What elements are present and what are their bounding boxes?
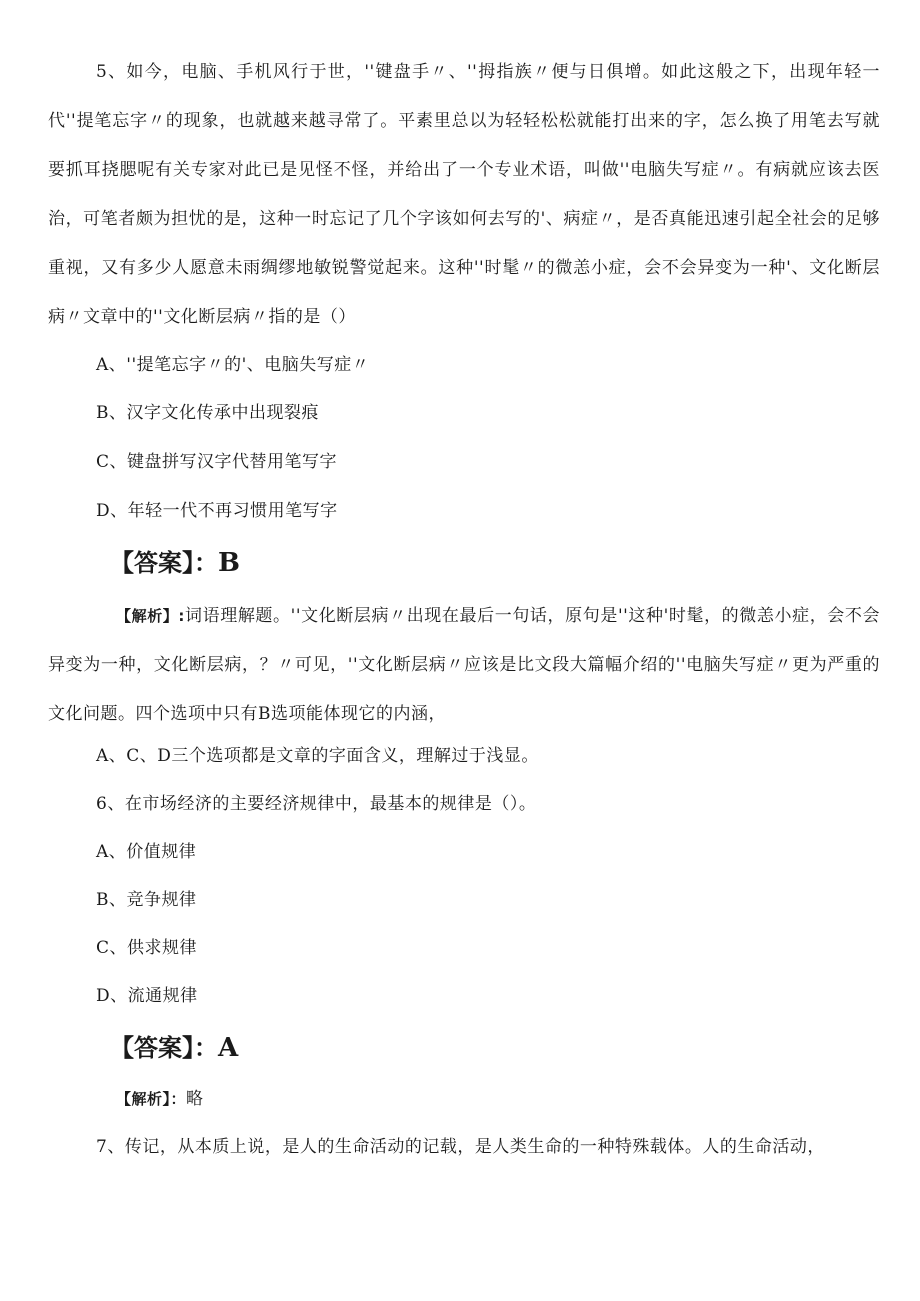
- answer-label: 【答案】：: [110, 549, 218, 577]
- explanation-text: 词语理解题。''文化断层病〃出现在最后一句话，原句是''这种'时髦，的微恙小症，会不会异变为一种，文化断层病，？〃可见，''文化断层病〃应该是比文段大篇幅介绍的''电脑失写症〃更为严重的文化问题。四个选项中只有B选项能体现它的内涵，: [48, 606, 881, 724]
- question-5-explanation-2: A、C、D三个选项都是文章的字面含义，理解过于浅显。: [96, 746, 539, 766]
- explanation-text: 略: [186, 1089, 204, 1109]
- question-5-explanation: [48, 592, 880, 739]
- answer-label: 【答案】：: [110, 1034, 218, 1062]
- explanation-label: 【解析】：: [116, 1090, 187, 1108]
- question-5-option-d: D、年轻一代不再习惯用笔写字: [96, 501, 338, 521]
- question-6-answer: [110, 1028, 238, 1063]
- explanation-label: 【解析】:: [116, 607, 185, 625]
- question-6-stem: 6、在市场经济的主要经济规律中，最基本的规律是（）。: [96, 794, 537, 814]
- question-6-option-b: B、竞争规律: [96, 890, 197, 910]
- question-5-stem: 5、如今，电脑、手机风行于世，''键盘手〃、''拇指族〃便与日俱增。如此这般之下，出现年轻一代''提笔忘字〃的现象，也就越来越寻常了。平素里总以为轻轻松松就能打出来的字，怎么换了用笔去写就要抓耳挠腮呢有关专家对此已是见怪不怪，并给出了一个专业术语，叫做''电脑失写症〃。有病就应该去医治，可笔者颇为担忧的是，这种一时忘记了几个字该如何去写的'、病症〃，是否真能迅速引起全社会的足够重视，又有多少人愿意未雨绸缪地敏锐警觉起来。这种''时髦〃的微恙小症，会不会异变为一种'、文化断层病〃文章中的''文化断层病〃指的是（）: [48, 62, 880, 327]
- question-6-option-d: D、流通规律: [96, 986, 198, 1006]
- question-6-option-c: C、供求规律: [96, 938, 198, 958]
- answer-letter: A: [218, 1033, 239, 1063]
- question-5-option-a: A、''提笔忘字〃的'、电脑失写症〃: [96, 355, 370, 375]
- question-6-explanation: [116, 1084, 204, 1109]
- question-5-answer: [110, 543, 240, 578]
- question-5-option-b: B、汉字文化传承中出现裂痕: [96, 403, 319, 423]
- question-5-option-c: C、键盘拼写汉字代替用笔写字: [96, 452, 338, 472]
- question-7-stem: 7、传记，从本质上说，是人的生命活动的记载，是人类生命的一种特殊载体。人的生命活动，: [96, 1137, 825, 1157]
- question-6-option-a: A、价值规律: [96, 842, 197, 862]
- answer-letter: B: [218, 548, 240, 578]
